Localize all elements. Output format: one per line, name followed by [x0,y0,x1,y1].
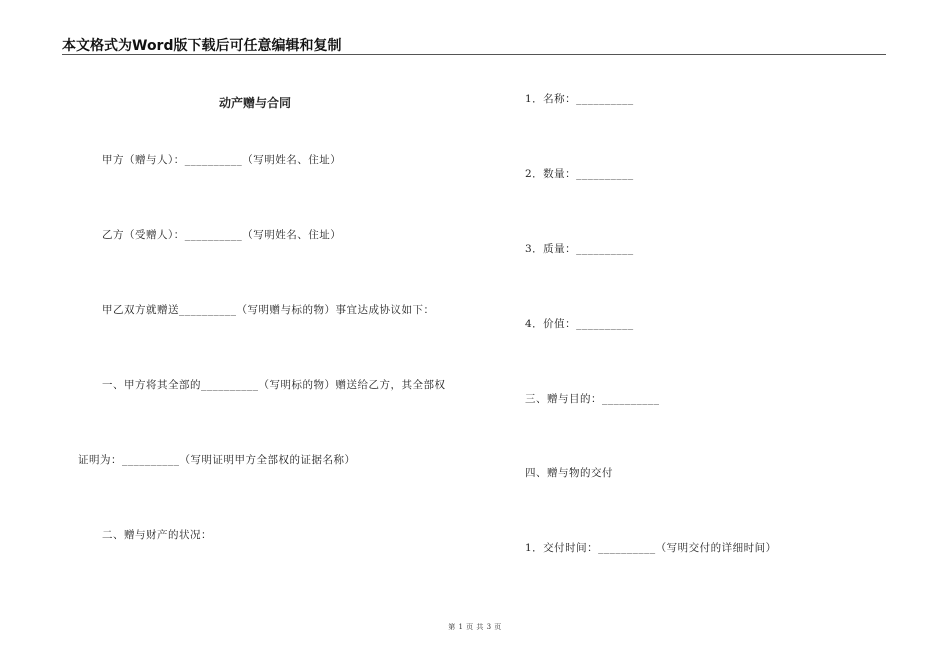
paragraph-clause-one: 一、甲方将其全部的__________（写明标的物）赠送给乙方，其全部权 [102,379,446,391]
header-text: 本文格式为Word版下载后可任意编辑和复制 [62,38,342,54]
item-quality: 3．质量：__________ [525,243,634,255]
item-delivery-time: 1．交付时间：__________（写明交付的详细时间） [525,542,777,554]
paragraph-clause-three: 三、赠与目的：__________ [525,393,660,405]
paragraph-donee: 乙方（受赠人）：__________（写明姓名、住址） [102,229,342,241]
item-quantity: 2．数量：__________ [525,168,634,180]
paragraph-agreement: 甲乙双方就赠送__________（写明赠与标的物）事宜达成协议如下： [102,304,435,316]
paragraph-clause-two: 二、赠与财产的状况： [102,529,212,541]
document-title: 动产赠与合同 [219,96,292,110]
paragraph-clause-four: 四、赠与物的交付 [525,467,613,479]
paragraph-donor: 甲方（赠与人）：__________（写明姓名、住址） [102,154,342,166]
page-footer: 第 1 页 共 3 页 [448,623,502,631]
item-name: 1．名称：__________ [525,93,634,105]
item-value: 4．价值：__________ [525,318,634,330]
page-header [62,34,886,55]
paragraph-ownership-proof: 证明为：__________（写明证明甲方全部权的证据名称） [78,454,356,466]
